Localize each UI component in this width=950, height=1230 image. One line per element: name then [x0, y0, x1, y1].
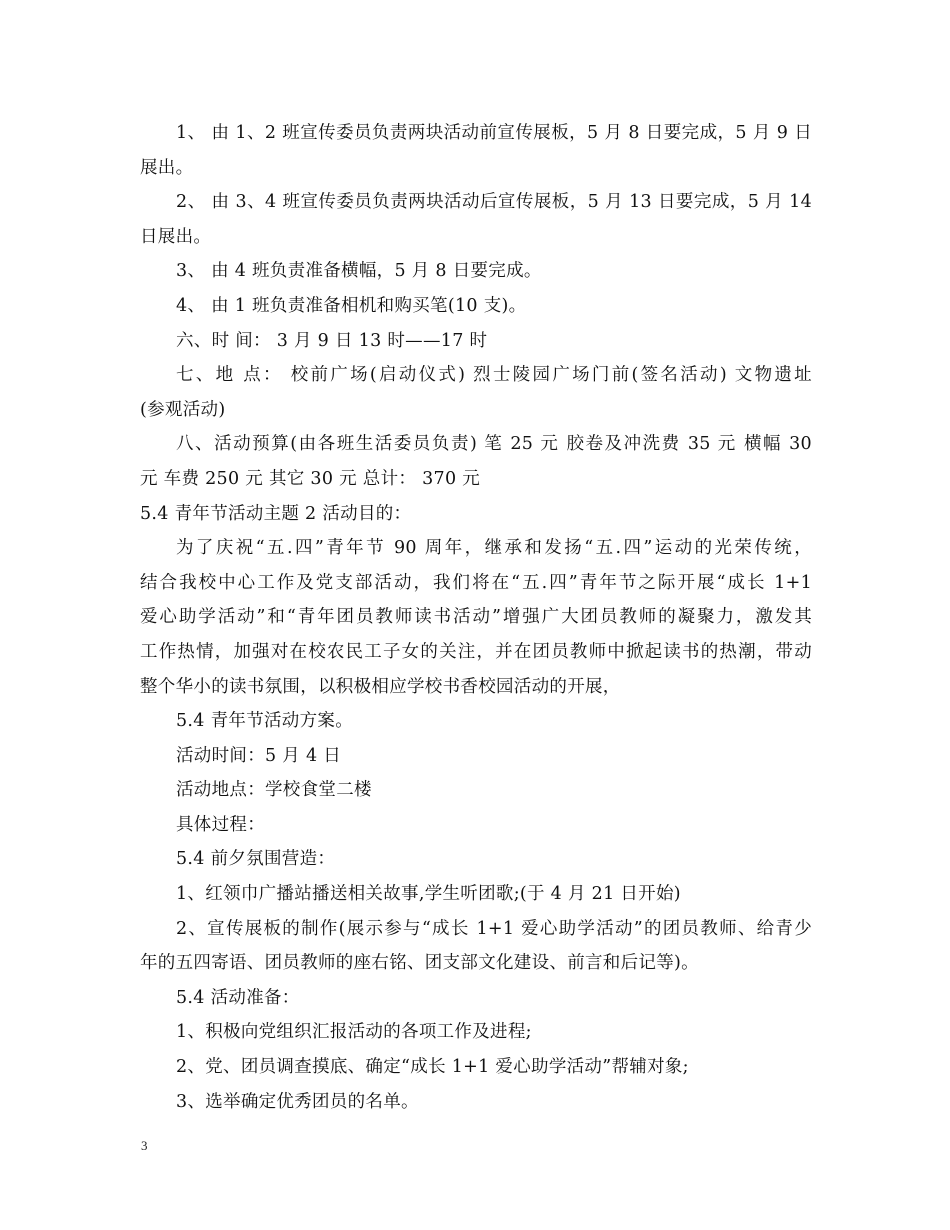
- paragraph-line: 七、地 点： 校前广场(启动仪式) 烈士陵园广场门前(签名活动) 文物遗址: [176, 365, 812, 386]
- paragraph-line: 工作热情，加强对在校农民工子女的关注，并在团员教师中掀起读书的热潮，带动: [140, 641, 812, 662]
- paragraph-line: 2、党、团员调查摸底、确定“成长 1+1 爱心助学活动”帮辅对象;: [176, 1057, 689, 1078]
- paragraph-line: 1、积极向党组织汇报活动的各项工作及进程;: [176, 1022, 532, 1043]
- paragraph-line: 5.4 前夕氛围营造：: [176, 849, 336, 870]
- paragraph-line: 2、宣传展板的制作(展示参与“成长 1+1 爱心助学活动”的团员教师、给青少: [176, 918, 812, 939]
- paragraph-line: 活动地点：学校食堂二楼: [176, 780, 372, 801]
- paragraph-line: 1、红领巾广播站播送相关故事,学生听团歌;(于 4 月 21 日开始): [176, 884, 681, 905]
- paragraph-line: 日展出。: [140, 226, 212, 247]
- paragraph-line: 六、时 间： 3 月 9 日 13 时——17 时: [176, 330, 488, 351]
- paragraph-line: 5.4 活动准备：: [176, 987, 300, 1008]
- paragraph-line: 2、 由 3、4 班宣传委员负责两块活动后宣传展板，5 月 13 日要完成，5 月 14: [176, 192, 812, 213]
- paragraph-line: 结合我校中心工作及党支部活动，我们将在“五.四”青年节之际开展“成长 1+1: [140, 572, 812, 593]
- paragraph-line: 具体过程：: [176, 814, 265, 835]
- paragraph-line: 5.4 青年节活动方案。: [176, 711, 353, 732]
- paragraph-line: 展出。: [140, 157, 194, 178]
- document-body: [140, 116, 812, 1119]
- paragraph-line: (参观活动): [140, 399, 226, 420]
- paragraph-line: 为了庆祝“五.四”青年节 90 周年，继承和发扬“五.四”运动的光荣传统，: [176, 538, 812, 559]
- paragraph-line: 年的五四寄语、团员教师的座右铭、团支部文化建设、前言和后记等)。: [140, 953, 699, 974]
- paragraph-line: 4、 由 1 班负责准备相机和购买笔(10 支)。: [176, 295, 527, 316]
- paragraph-line: 3、 由 4 班负责准备横幅，5 月 8 日要完成。: [176, 261, 542, 282]
- section-heading: 5.4 青年节活动主题 2 活动目的：: [140, 503, 412, 524]
- paragraph-line: 整个华小的读书氛围，以积极相应学校书香校园活动的开展，: [140, 676, 621, 697]
- page-number: 3: [141, 1138, 148, 1153]
- paragraph-line: 活动时间：5 月 4 日: [176, 745, 342, 766]
- paragraph-line: 1、 由 1、2 班宣传委员负责两块活动前宣传展板，5 月 8 日要完成，5 月 9 日: [176, 123, 812, 143]
- paragraph-line: 爱心助学活动”和“青年团员教师读书活动”增强广大团员教师的凝聚力，激发其: [140, 607, 812, 628]
- paragraph-line: 3、选举确定优秀团员的名单。: [176, 1091, 419, 1112]
- paragraph-line: 元 车费 250 元 其它 30 元 总计： 370 元: [140, 468, 481, 489]
- paragraph-line: 八、活动预算(由各班生活委员负责) 笔 25 元 胶卷及冲洗费 35 元 横幅 30: [176, 434, 812, 455]
